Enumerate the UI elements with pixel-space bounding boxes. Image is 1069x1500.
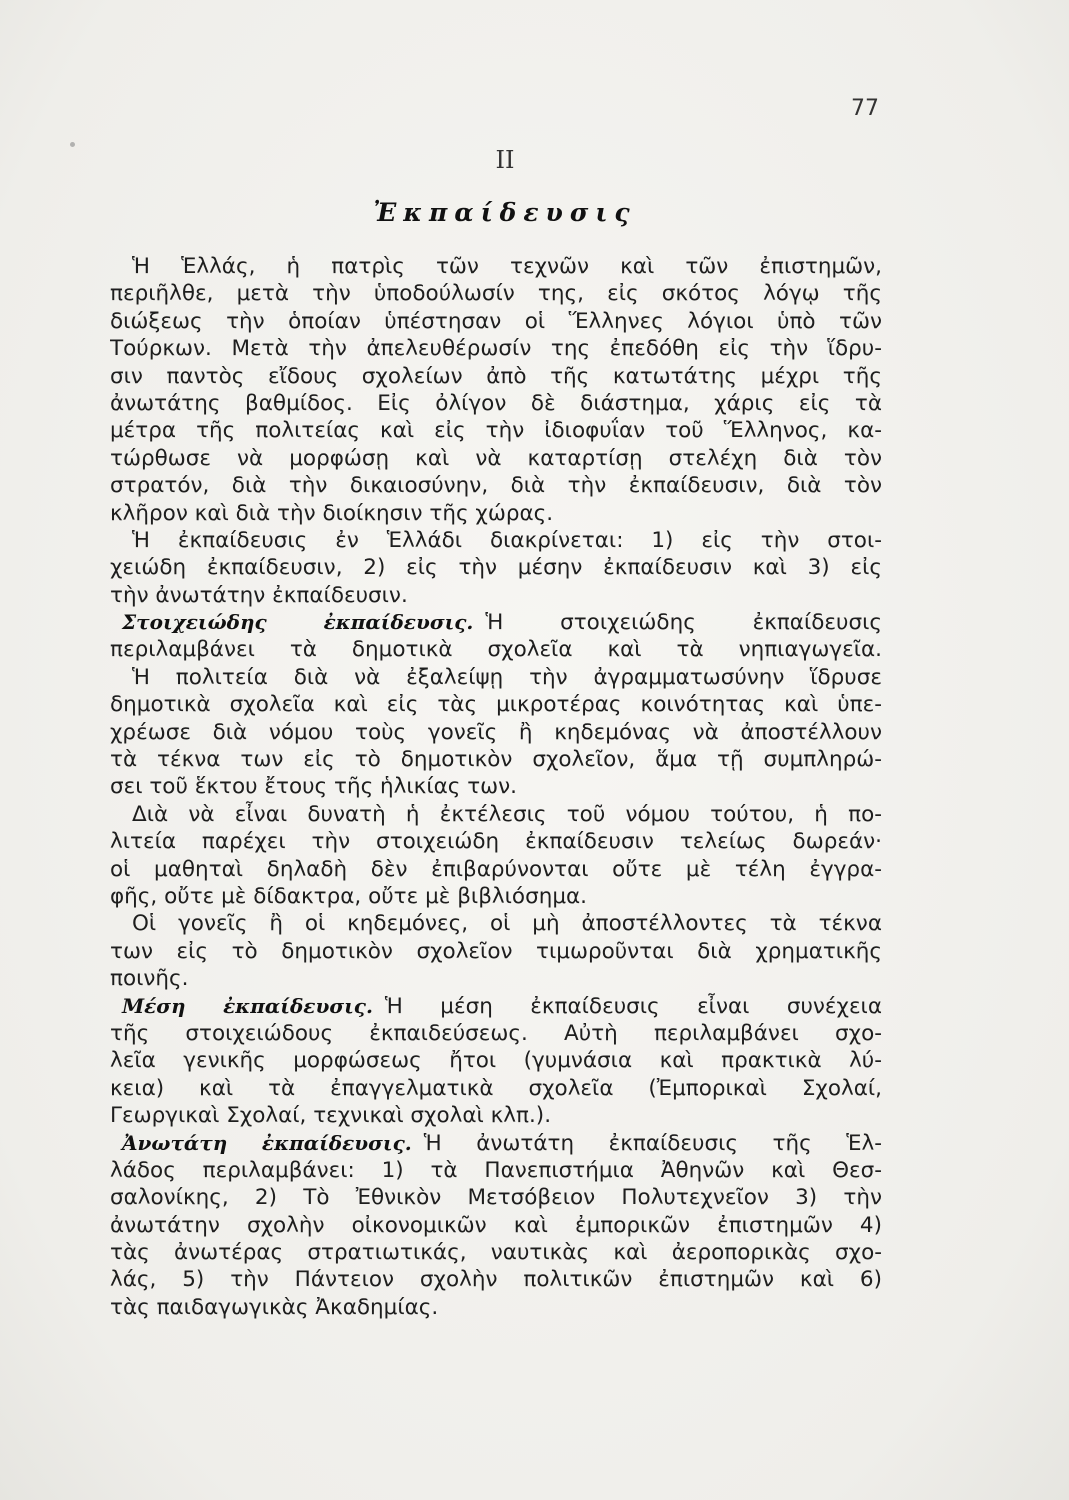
text-line-with-heading [110, 1130, 882, 1157]
text-segment: Ἡ ἀνωτάτη ἐκπαίδευσις τῆς Ἑλ- [423, 1130, 882, 1156]
text-line-with-heading [110, 609, 882, 636]
text-line: δημοτικὰ σχολεῖα καὶ εἰς τὰς μικροτέρας κοινότητας καὶ ὑπε- [110, 692, 882, 718]
text-line: λάς, 5) τὴν Πάντειον σχολὴν πολιτικῶν ἐπιστημῶν καὶ 6) [110, 1267, 882, 1293]
text-line: φῆς, οὔτε μὲ δίδακτρα, οὔτε μὲ βιβλιόσημα. [110, 883, 588, 909]
body-text [110, 253, 882, 1321]
text-line: τὰς παιδαγωγικὰς Ἀκαδημίας. [110, 1294, 439, 1320]
text-line: Γεωργικαὶ Σχολαί, τεχνικαὶ σχολαὶ κλπ.). [110, 1103, 552, 1129]
text-line: χρέωσε διὰ νόμου τοὺς γονεῖς ἢ κηδεμόνας νὰ ἀποστέλλουν [110, 719, 882, 745]
text-line: τώρθωσε νὰ μορφώσῃ καὶ νὰ καταρτίσῃ στελέχη διὰ τὸν [110, 445, 882, 471]
text-line: λιτεία παρέχει τὴν στοιχειώδη ἐκπαίδευσιν τελείως δωρεάν· [110, 829, 882, 855]
text-line: ἀνωτάτην σχολὴν οἰκονομικῶν καὶ ἐμπορικῶν ἐπιστημῶν 4) [110, 1212, 882, 1238]
text-line: στρατόν, διὰ τὴν δικαιοσύνην, διὰ τὴν ἐκπαίδευσιν, διὰ τὸν [110, 473, 882, 499]
text-line: τὴν ἀνωτάτην ἐκπαίδευσιν. [110, 582, 408, 608]
text-line: Ἡ Ἑλλάς, ἡ πατρὶς τῶν τεχνῶν καὶ τῶν ἐπιστημῶν, [132, 254, 882, 279]
section-heading-higher: Ἀνωτάτη ἐκπαίδευσις. [122, 1130, 412, 1155]
text-line: σαλονίκης, 2) Τὸ Ἐθνικὸν Μετσόβειον Πολυτεχνεῖον 3) τὴν [110, 1185, 882, 1211]
text-line: τὰ τέκνα των εἰς τὸ δημοτικὸν σχολεῖον, ἅμα τῇ συμπληρώ- [110, 747, 882, 773]
text-line: περιλαμβάνει τὰ δημοτικὰ σχολεῖα καὶ τὰ νηπιαγωγεῖα. [110, 637, 882, 663]
text-line: σιν παντὸς εἴδους σχολείων ἀπὸ τῆς κατωτάτης μέχρι τῆς [110, 363, 882, 389]
text-line-with-heading [110, 993, 882, 1020]
chapter-title: Ἐκπαίδευσις [373, 198, 637, 227]
text-line: σει τοῦ ἕκτου ἔτους τῆς ἡλικίας των. [110, 774, 518, 800]
text-line: κλῆρον καὶ διὰ τὴν διοίκησιν τῆς χώρας. [110, 500, 554, 526]
text-line: κεια) καὶ τὰ ἐπαγγελματικὰ σχολεῖα (Ἐμπορικαὶ Σχολαί, [110, 1075, 882, 1101]
text-line: ἀνωτάτης βαθμίδος. Εἰς ὀλίγον δὲ διάστημα, χάρις εἰς τὰ [110, 390, 882, 416]
text-line: χειώδη ἐκπαίδευσιν, 2) εἰς τὴν μέσην ἐκπαίδευσιν καὶ 3) εἰς [110, 555, 882, 581]
text-line: Οἱ γονεῖς ἢ οἱ κηδεμόνες, οἱ μὴ ἀποστέλλοντες τὰ τέκνα [132, 911, 882, 937]
text-line: τῆς στοιχειώδους ἐκπαιδεύσεως. Αὐτὴ περιλαμβάνει σχο- [110, 1020, 882, 1046]
chapter-number: ΙΙ [495, 146, 515, 174]
text-line: των εἰς τὸ δημοτικὸν σχολεῖον τιμωροῦνται διὰ χρηματικῆς [110, 938, 882, 964]
text-line: Διὰ νὰ εἶναι δυνατὴ ἡ ἐκτέλεσις τοῦ νόμου τούτου, ἡ πο- [132, 801, 882, 827]
text-line: ποινῆς. [110, 966, 189, 992]
section-heading-elementary: Στοιχειώδης ἐκπαίδευσις. [122, 610, 474, 635]
text-segment: Ἡ στοιχειώδης ἐκπαίδευσις [485, 610, 882, 636]
text-line: περιῆλθε, μετὰ τὴν ὑποδούλωσίν της, εἰς σκότος λόγῳ τῆς [110, 281, 882, 307]
text-line: Ἡ πολιτεία διὰ νὰ ἐξαλείψῃ τὴν ἀγραμματωσύνην ἵδρυσε [132, 664, 882, 690]
text-line: οἱ μαθηταὶ δηλαδὴ δὲν ἐπιβαρύνονται οὔτε μὲ τέλη ἐγγρα- [110, 856, 882, 882]
page-number: 77 [851, 96, 879, 121]
text-line: μέτρα τῆς πολιτείας καὶ εἰς τὴν ἰδιοφυΐαν τοῦ Ἕλληνος, κα- [110, 418, 882, 444]
text-line: λάδος περιλαμβάνει: 1) τὰ Πανεπιστήμια Ἀθηνῶν καὶ Θεσ- [110, 1157, 882, 1183]
text-line: Τούρκων. Μετὰ τὴν ἀπελευθέρωσίν της ἐπεδόθη εἰς τὴν ἵδρυ- [110, 336, 882, 362]
text-line: Ἡ ἐκπαίδευσις ἐν Ἑλλάδι διακρίνεται: 1) εἰς τὴν στοι- [132, 527, 882, 553]
section-heading-secondary: Μέση ἐκπαίδευσις. [122, 993, 373, 1018]
text-line: λεῖα γενικῆς μορφώσεως ἤτοι (γυμνάσια καὶ πρακτικὰ λύ- [110, 1048, 882, 1074]
text-line: διώξεως τὴν ὁποίαν ὑπέστησαν οἱ Ἕλληνες λόγιοι ὑπὸ τῶν [110, 308, 882, 334]
text-line: τὰς ἀνωτέρας στρατιωτικάς, ναυτικὰς καὶ ἀεροπορικὰς σχο- [110, 1240, 882, 1266]
text-segment: Ἡ μέση ἐκπαίδευσις εἶναι συνέχεια [384, 993, 882, 1019]
